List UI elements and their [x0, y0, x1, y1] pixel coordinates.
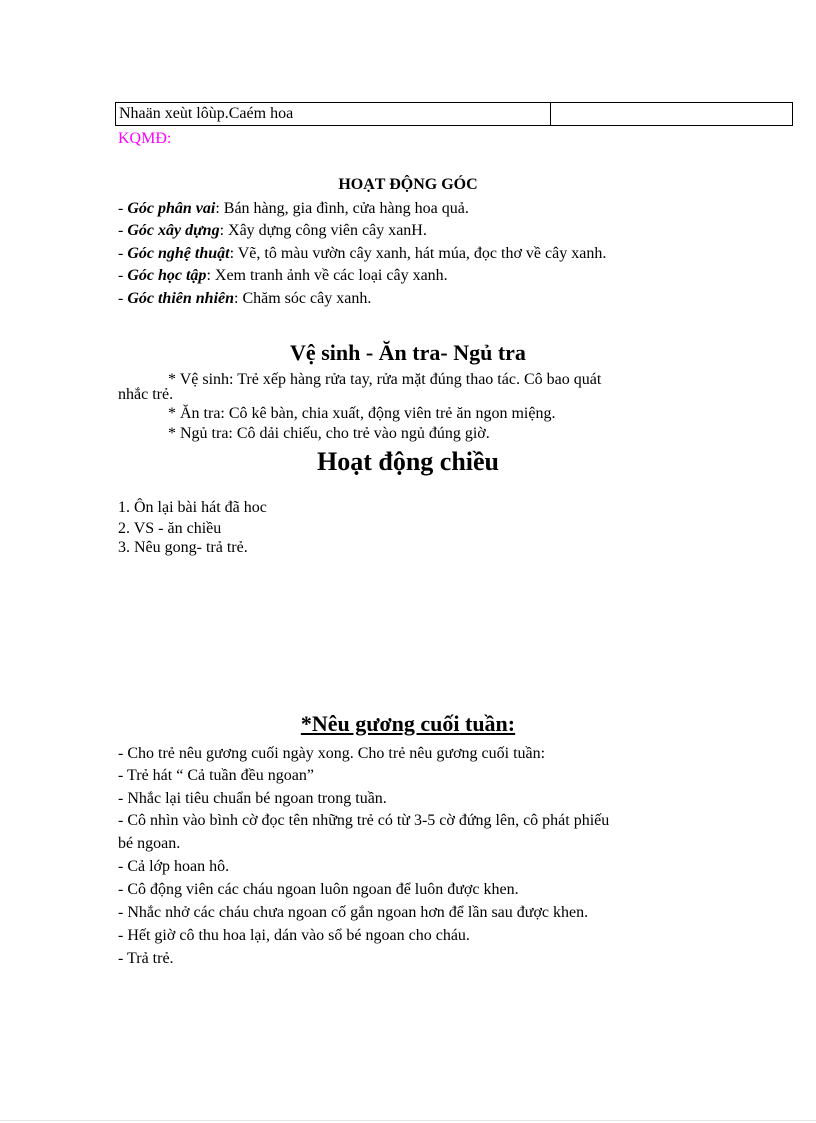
header-table [115, 102, 793, 126]
lunch-line: * Ăn tra: Cô kê bàn, chia xuất, động viên trẻ ăn ngon miệng. [168, 405, 556, 422]
praise-line: - Cô động viên các cháu ngoan luôn ngoan để luôn được khen. [118, 881, 519, 898]
kqmd-label: KQMĐ: [118, 130, 172, 147]
corner-item-study: - Góc học tập: Xem tranh ảnh về các loại cây xanh. [118, 267, 448, 284]
praise-line: - Nhắc nhở các cháu chưa ngoan cố gắn ngoan hơn để lần sau được khen. [118, 904, 589, 921]
corner-item-text: : Vẽ, tô màu vườn cây xanh, hát múa, đọc thơ về cây xanh. [229, 245, 607, 262]
praise-line: - Trả trẻ. [118, 950, 174, 967]
corner-item-role: - Góc phân vai: Bán hàng, gia đình, cửa hàng hoa quả. [118, 200, 469, 217]
corner-item-label: Góc học tập [127, 267, 207, 284]
hygiene-meal-nap-title: Vệ sinh - Ăn tra- Ngủ tra [290, 340, 526, 365]
hygiene-line: * Vệ sinh: Trẻ xếp hàng rửa tay, rửa mặt đúng thao tác. Cô bao quát [168, 371, 602, 388]
corner-activity-title: HOẠT ĐỘNG GÓC [338, 176, 478, 193]
nap-line: * Ngủ tra: Cô dải chiếu, cho trẻ vào ngủ đúng giờ. [168, 425, 490, 442]
praise-line: - Nhắc lại tiêu chuẩn bé ngoan trong tuần. [118, 790, 387, 807]
corner-item-label: Góc nghệ thuật [127, 245, 230, 262]
corner-item-label: Góc phân vai [127, 200, 216, 217]
corner-item-label: Góc thiên nhiên [127, 290, 235, 307]
corner-item-nature: - Góc thiên nhiên: Chăm sóc cây xanh. [118, 290, 372, 307]
praise-line: - Cho trẻ nêu gương cuối ngày xong. Cho trẻ nêu gương cuối tuần: [118, 745, 546, 762]
weekly-praise-title: *Nêu gương cuối tuần: [300, 711, 516, 736]
corner-item-text: : Bán hàng, gia đình, cửa hàng hoa quả. [215, 200, 469, 217]
afternoon-item: 3. Nêu gong- trả trẻ. [118, 539, 248, 556]
praise-line: - Hết giờ cô thu hoa lại, dán vào sổ bé ngoan cho cháu. [118, 927, 470, 944]
page-bottom-divider [0, 1120, 816, 1121]
corner-item-text: : Chăm sóc cây xanh. [234, 290, 372, 307]
table-cell-empty [551, 103, 793, 126]
corner-item-build: - Góc xây dựng: Xây dựng công viên cây xanH. [118, 222, 427, 239]
table-cell-class-review: Nhaän xeùt lôùp.Caém hoa [116, 103, 551, 126]
praise-line: - Trẻ hát “ Cả tuần đều ngoan” [118, 767, 314, 784]
praise-line: bé ngoan. [118, 835, 181, 852]
afternoon-activity-title: Hoạt động chiều [316, 447, 500, 476]
corner-item-text: : Xây dựng công viên cây xanH. [219, 222, 427, 239]
corner-item-label: Góc xây dựng [127, 222, 220, 239]
hygiene-line-cont: nhắc trẻ. [118, 386, 174, 403]
praise-line: - Cô nhìn vào bình cờ đọc tên những trẻ có từ 3-5 cờ đứng lên, cô phát phiếu [118, 812, 610, 829]
afternoon-item: 2. VS - ăn chiều [118, 520, 222, 537]
afternoon-item: 1. Ôn lại bài hát đã hoc [118, 499, 267, 516]
praise-line: - Cả lớp hoan hô. [118, 858, 230, 875]
corner-item-text: : Xem tranh ảnh về các loại cây xanh. [206, 267, 448, 284]
corner-item-art: - Góc nghệ thuật: Vẽ, tô màu vườn cây xanh, hát múa, đọc thơ về cây xanh. [118, 245, 607, 262]
